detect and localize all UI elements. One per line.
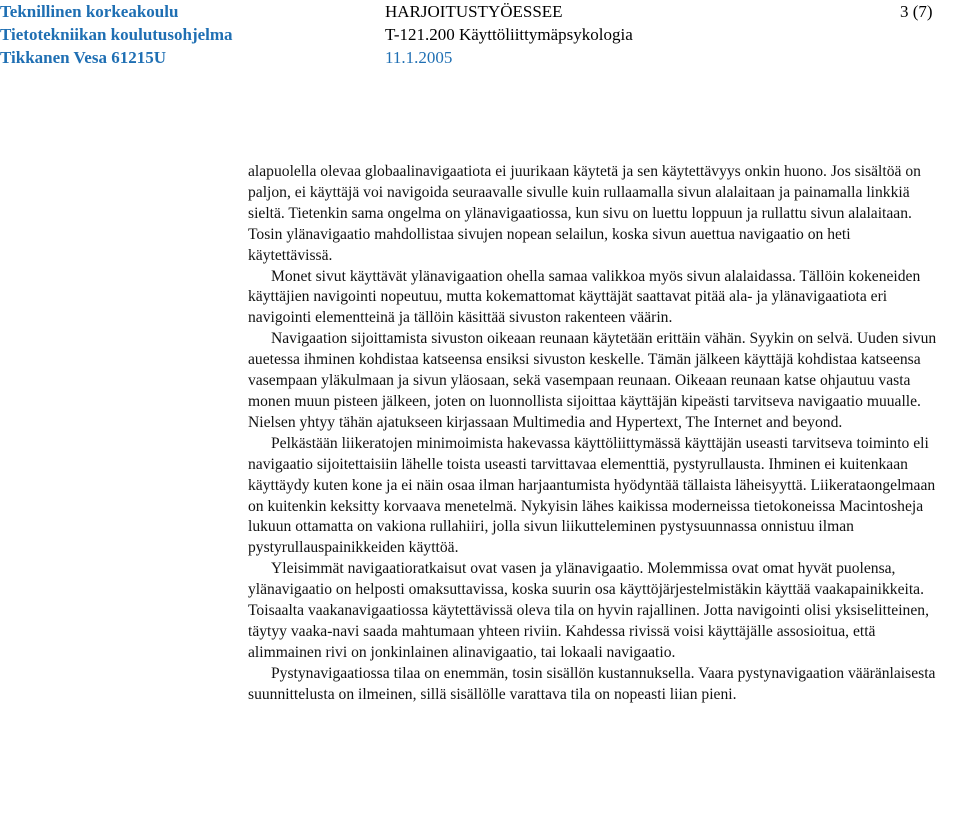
document-body xyxy=(248,162,938,706)
header-course: T-121.200 Käyttöliittymäpsykologia xyxy=(385,25,633,44)
header-page-number: 3 (7) xyxy=(900,2,933,21)
header-author: Tikkanen Vesa 61215U xyxy=(0,48,166,67)
paragraph-2: Monet sivut käyttävät ylänavigaation ohella samaa valikkoa myös sivun alalaidassa. Tällöin kokeneiden käyttäjien navigointi nopeutuu, mutta kokemattomat käyttäjät saattavat pitää ala- ja ylänavigaatiota eri navigointi elementteinä ja tällöin käsittää sivuston rakenteen väärin. xyxy=(248,267,921,327)
paragraph-5: Yleisimmät navigaatioratkaisut ovat vasen ja ylänavigaatio. Molemmissa ovat omat hyvät puolensa, ylänavigaatio on helposti omaksuttavissa, koska suurin osa käyttöjärjestelmistäkin käyttää vaakapainikkeita. Toisaalta vaakanavigaatiossa käytettävissä oleva tila on hyvin rajallinen. Jotta navigointi olisi yksiselitteinen, täytyy vaaka-navi saada mahtumaan yhteen riviin. Kahdessa rivissä voisi käyttäjälle assosioitua, että alimmainen rivi on jonkinlainen alinavigaatio, tai lokaali navigaatio. xyxy=(248,560,929,661)
page-header xyxy=(0,2,960,72)
paragraph-6: Pystynavigaatiossa tilaa on enemmän, tosin sisällön kustannuksella. Vaara pystynavigaation vääränlaisesta suunnittelusta on ilmeinen, sillä sisällölle varattava tila on nopeasti liian pieni. xyxy=(248,664,936,703)
header-institution: Teknillinen korkeakoulu xyxy=(0,2,179,21)
paragraph-4: Pelkästään liikeratojen minimoimista hakevassa käyttöliittymässä käyttäjän useasti tarvitseva toiminto eli navigaatio sijoitettaisiin lähelle toista useasti tarvittavaa elementtiä, pystyrullausta. Ihminen ei kuitenkaan käyttäydy kuten kone ja ei näin osaa ilman harjaantumista hyödyntää tällaista läheisyyttä. Liikerataongelmaan on kuitenkin keksitty korvaava menetelmä. Nykyisin lähes kaikissa moderneissa tietokoneissa Macintosheja lukuun ottamatta on vakiona rullahiiri, jolla sivun liikutteleminen pystysuunnassa onnistuu ilman pystyrullauspainikkeiden käyttöä. xyxy=(248,434,936,557)
paragraph-1: alapuolella olevaa globaalinavigaatiota ei juurikaan käytetä ja sen käytettävyys onkin huono. Jos sisältöä on paljon, ei käyttäjä voi navigoida seuraavalle sivulle kuin rullaamalla sivun alalaitaan ja painamalla linkkiä sieltä. Tietenkin sama ongelma on ylänavigaatiossa, kun sivu on luettu loppuun ja rullattu sivun alalaitaan. Tosin ylänavigaatio mahdollistaa sivujen nopean selailun, koska sivun auettua navigaatio on heti käytettävissä. xyxy=(248,163,921,264)
paragraph-3: Navigaation sijoittamista sivuston oikeaan reunaan käytetään erittäin vähän. Syykin on selvä. Uuden sivun auetessa ihminen kohdistaa katseensa ensiksi sivuston keskelle. Tämän jälkeen käyttäjä kohdistaa katseensa vasempaan yläkulmaan ja sivun yläosaan, sekä vasempaan reunaan. Oikeaan reunaan katse ohjautuu vasta monen muun pisteen jälkeen, joten on luonnollista sijoittaa käyttäjän kipeästi tarvitseva navigaatio muualle. Nielsen yhtyy tähän ajatukseen kirjassaan Multimedia and Hypertext, The Internet and beyond. xyxy=(248,330,937,431)
header-department: Tietotekniikan koulutusohjelma xyxy=(0,25,233,44)
header-date: 11.1.2005 xyxy=(385,48,453,67)
header-doc-title: HARJOITUSTYÖESSEE xyxy=(385,2,563,21)
